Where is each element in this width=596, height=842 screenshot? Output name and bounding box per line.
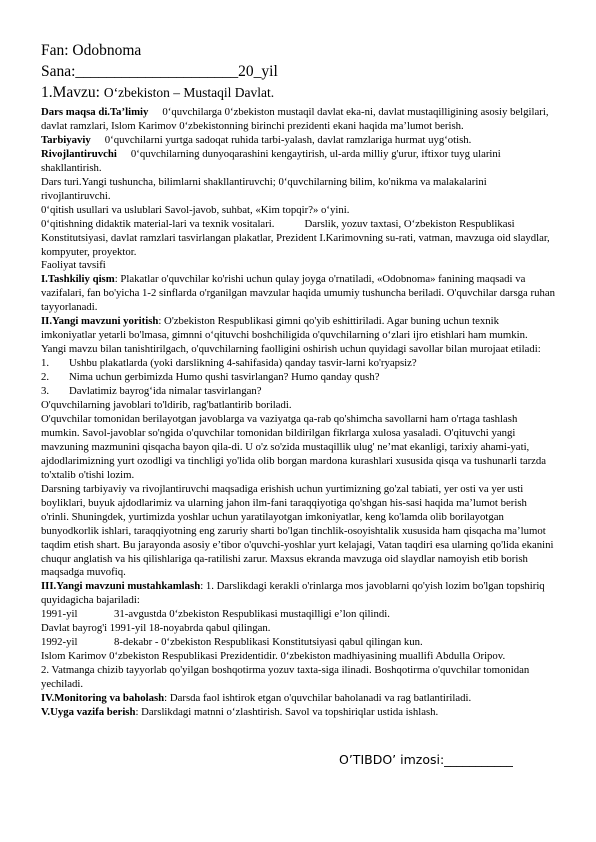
edu-paragraph	[41, 134, 556, 148]
dev-text: 0‘quvchilarning dunyoqarashini kengaytirish, ul-arda milliy g'urur, iftixor tuyg ularini shakllantirish.	[41, 147, 501, 174]
section-1-label: I.Tashkiliy qism	[41, 273, 115, 286]
date-year: 1992-yil	[41, 636, 78, 649]
flow-heading: Faoliyat tavsifi	[41, 259, 106, 272]
date-text: 8-dekabr - 0‘zbekiston Respublikasi Konstitutsiyasi qabul qilingan kun.	[114, 636, 423, 649]
edu-text: 0‘quvchilarni yurtga sadoqat ruhida tarbi-yalash, davlat ramzlariga hurmat uyg‘otish.	[104, 133, 472, 146]
list-item	[41, 371, 556, 385]
list-item	[41, 385, 556, 399]
list-number: 1.	[41, 357, 50, 370]
section-organizational	[41, 273, 556, 315]
goals-paragraph: Darsning tarbiyaviy va rivojlantiruvchi maqsadiga erishish uchun yurtimizning go'zal tabiati, yer osti va yer usti boyliklari, buyuk ajdodlarimiz va ularning jahon ilm-fani taraqqiyotiga qo'shgan his-sasi haqida ma’lumot berish o'rinli. Shuningdek, yurtimizda yoshlar uchun yaratilayotgan imkoniyatlar, keng ko'lamda olib borilayotgan bunyodkorlik ishlari, taraqqiyotning eng zaruriy sharti bo'lgan tinchlik-osoyishtalik xususida ham qisqacha ma’lumot taqdim etish shart. Bu jarayonda asosiy e’tibor o'quvchi-yoshlar yurt kelajagi, Vatan taqdiri esa ularning qo'lida ekanini chuqur anglatish va his qilishlariga qa-ratilishi zarur. Maxsus ekranda mavzuga oid slaydlar namoyish etib borish maqsadga muvofiq.	[41, 482, 554, 579]
questions-intro: Yangi mavzu bilan tanishtirilgach, o'quvchilarning faolligini oshirish uchun quyidagi savollar bilan murojaat etiladi:	[41, 343, 541, 356]
equipment-list: Darslik, yozuv taxtasi, O‘zbekiston Respublikasi Konstitutsiyasi, davlat ramzlari tasvirlangan plakatlar, Prezident I.Karimovning su-rati, vatman, mavzuga oid slaydlar, kompyuter, proyektor.	[41, 217, 550, 258]
aim-label: Dars maqsa di.Ta’limiy	[41, 106, 149, 118]
section-2-text: : O'zbekiston Respublikasi gimni qo'yib eshittiriladi. Agar buning uchun texnik imkoniyatlar yetarli bo'lmasa, gimnni o‘qituvchi boshchiligida o'quvchilarning o‘zlari ijro etishlari ham mumkin.	[41, 315, 528, 342]
puzzle-paragraph: 2. Vatmanga chizib tayyorlab qo'yilgan boshqotirma yozuv taxta-siga ilinadi. Boshqotirma o'quvchilar tomonidan yechiladi.	[41, 664, 530, 691]
topic-prefix: 1.Mavzu:	[41, 84, 104, 101]
section-5-label: V.Uyga vazifa berish	[41, 705, 136, 718]
lesson-plan-page	[41, 40, 556, 720]
list-text: Ushbu plakatlarda (yoki darslikning 4-sahifasida) qanday tasvir-larni ko'ryapsiz?	[69, 357, 417, 370]
list-text: Nima uchun gerbimizda Humo qushi tasvirlangan? Humo qanday qush?	[69, 371, 380, 384]
aim-text: 0‘quvchilarga 0‘zbekiston mustaqil davlat eka-ni, davlat mustaqilligining asosiy belgilari, davlat ramzlari, Islom Karimov 0‘zbekistonning birinchi prezidenti ekani haqida ma’lumot berish.	[41, 106, 549, 132]
section-1-text: : Plakatlar o'quvchilar ko'rishi uchun qulay joyga o'rnatiladi, «Odobnoma» fanining maqsadi va vazifalari, fan bo'yicha 1-2 sinflarda o'rganilgan mavzular haqida umumiy tushuncha beriladi. O'quvchilar darsga ruhan tayyorlanadi.	[41, 273, 555, 314]
topic-title: O‘zbekiston – Mustaqil Davlat.	[103, 85, 275, 100]
section-3-label: III.Yangi mavzuni mustahkamlash	[41, 580, 201, 593]
date-item	[41, 608, 556, 622]
date-text: 31-avgustda 0‘zbekiston Respublikasi mustaqilligi e’lon qilindi.	[114, 608, 390, 621]
section-reinforcement	[41, 580, 556, 608]
signature-line: O’TIBDO’ imzosi:___________	[339, 752, 513, 767]
list-text: Davlatimiz bayrog‘ida nimalar tasvirlangan?	[69, 385, 262, 398]
lesson-body	[41, 106, 556, 720]
subject-line: Fan: Odobnoma	[41, 42, 142, 59]
date-item	[41, 636, 556, 650]
dev-label: Rivojlantiruvchi	[41, 147, 117, 160]
list-number: 2.	[41, 371, 50, 384]
methods: 0‘qitish usullari va uslublari Savol-javob, suhbat, «Kim topqir?» o‘yini.	[41, 203, 350, 216]
list-number: 3.	[41, 385, 50, 398]
section-homework	[41, 706, 556, 720]
dev-paragraph	[41, 148, 556, 176]
answers-note: O'quvchilarning javoblari to'ldirib, rag'batlantirib boriladi.	[41, 399, 292, 412]
topic-line	[41, 82, 556, 104]
equipment	[41, 218, 556, 260]
section-new-topic	[41, 315, 556, 343]
list-item	[41, 357, 556, 371]
date-item: Islom Karimov 0‘zbekiston Respublikasi Prezidentidir. 0‘zbekiston madhiyasining muallifi Abdulla Oripov.	[41, 650, 506, 663]
section-3-text: : 1. Darslikdagi kerakli o'rinlarga mos javoblarni qo'yish lozim bo'lgan topshiriq quyidagicha bajariladi:	[41, 580, 545, 607]
discussion-paragraph: O'quvchilar tomonidan berilayotgan javoblarga va vaziyatga qa-rab qo'shimcha savollarni ham o'rtaga tashlash mumkin. Savol-javoblar so'ngida o'quvchilar tomonidan bildirilgan fikrlarga xulosa yasaladi. O'qituvchi yangi mavzuning mazmunini qisqacha bayon qila-di. U o'z so'zida mustaqillik ulug' ne’mat ekanligi, tarixiy ahami-yati, ajdodlarimizning yurt ozodligi va tinchligi yo'lida olib borgan mardona kurashlari xususida qisqa va tushunarli tarzda to'xtalib o'tishi lozim.	[41, 412, 547, 481]
section-4-text: : Darsda faol ishtirok etgan o'quvchilar baholanadi va rag batlantiriladi.	[164, 692, 472, 705]
section-2-label: II.Yangi mavzuni yoritish	[41, 315, 159, 328]
edu-label: Tarbiyaviy	[41, 133, 91, 146]
section-4-label: IV.Monitoring va baholash	[41, 692, 165, 705]
section-5-text: : Darslikdagi matnni o‘zlashtirish. Savol va topshiriqlar ustida ishlash.	[135, 705, 439, 718]
equipment-intro: 0‘qitishning didaktik material-lari va texnik vositalari.	[41, 217, 275, 230]
date-year: 1991-yil	[41, 608, 78, 621]
date-line: Sana:_____________________20_yil	[41, 63, 278, 80]
aim-paragraph	[41, 106, 556, 134]
lesson-type: Dars turi.Yangi tushuncha, bilimlarni shakllantiruvchi; 0‘quvchilarning bilim, ko'nikma va malakalarini rivojlantiruvchi.	[41, 175, 487, 202]
section-monitoring	[41, 692, 556, 706]
date-item: Davlat bayrog'i 1991-yil 18-noyabrda qabul qilingan.	[41, 622, 271, 635]
